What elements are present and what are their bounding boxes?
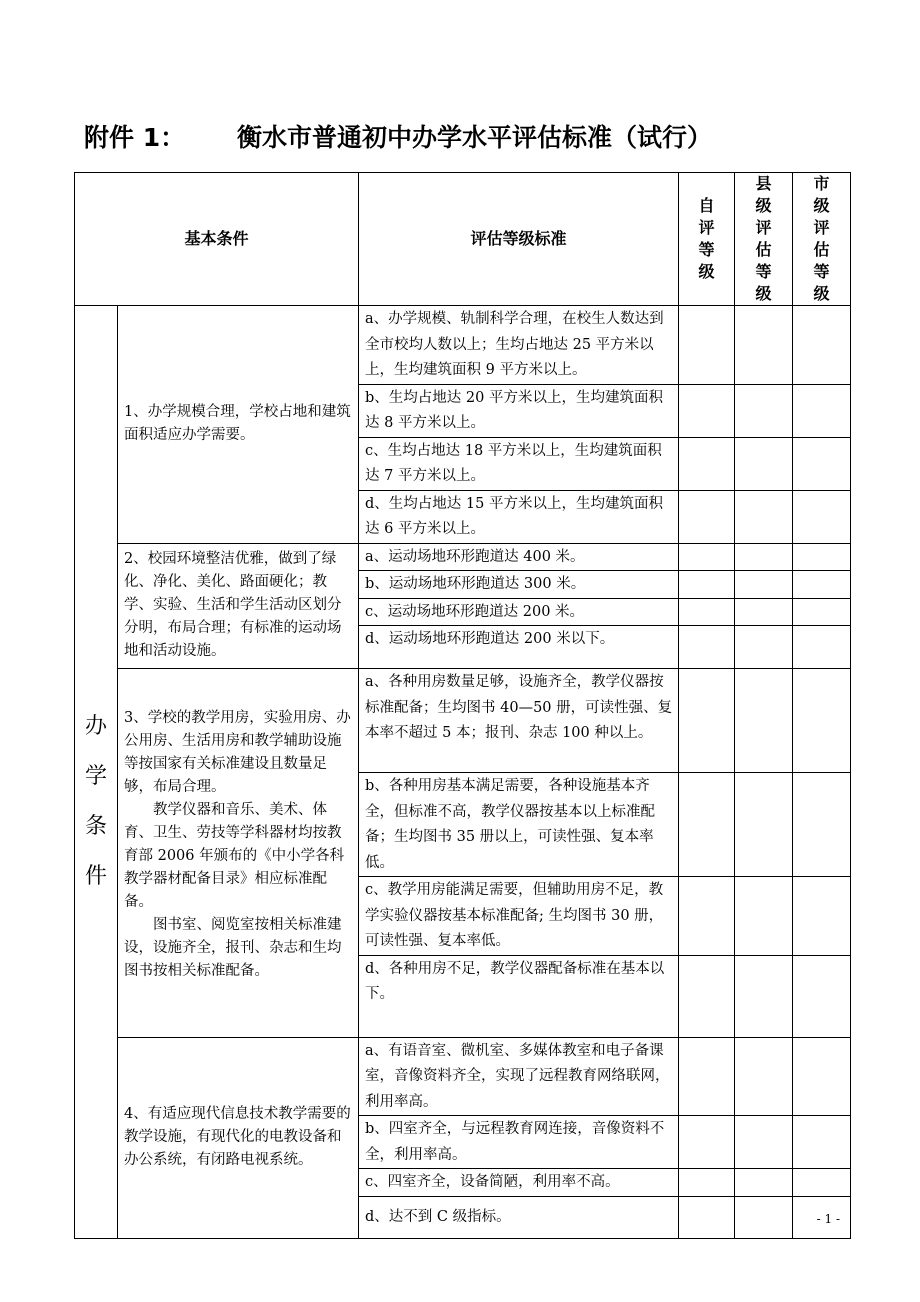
self-grade-cell[interactable] <box>679 1169 735 1197</box>
standard-cell: a、各种用房数量足够，设施齐全，教学仪器按标准配备；生均图书 40—50 册，可读性强、复本率不超过 5 本；报刊、杂志 100 种以上。 <box>359 669 679 773</box>
condition-text: 教学仪器和音乐、美术、体育、卫生、劳技等学科器材均按教育部 2006 年颁布的《中小学各科教学器材配备目录》相应标准配备。 <box>124 802 345 910</box>
self-grade-cell[interactable] <box>679 306 735 385</box>
standard-cell: d、达不到 C 级指标。 <box>359 1197 679 1239</box>
city-grade-cell[interactable] <box>793 490 851 543</box>
document-title <box>84 118 844 158</box>
condition-text: 3、学校的教学用房，实验用房、办公用房、生活用房和教学辅助设施等按国家有关标准建设且数量足够，布局合理。 <box>124 710 351 795</box>
county-grade-cell[interactable] <box>735 773 793 877</box>
county-grade-cell[interactable] <box>735 955 793 1037</box>
standard-cell: a、有语音室、微机室、多媒体教室和电子备课室，音像资料齐全，实现了远程教育网络联网，利用率高。 <box>359 1037 679 1116</box>
standard-cell: c、运动场地环形跑道达 200 米。 <box>359 598 679 626</box>
city-grade-cell[interactable] <box>793 306 851 385</box>
county-grade-cell[interactable] <box>735 598 793 626</box>
header-basic: 基本条件 <box>75 173 359 306</box>
county-grade-cell[interactable] <box>735 1116 793 1169</box>
county-grade-cell[interactable] <box>735 1197 793 1239</box>
self-grade-cell[interactable] <box>679 1116 735 1169</box>
self-grade-cell[interactable] <box>679 598 735 626</box>
county-grade-cell[interactable] <box>735 306 793 385</box>
city-grade-cell[interactable] <box>793 1116 851 1169</box>
category-char: 条 <box>84 814 107 839</box>
condition-text: 图书室、阅览室按相关标准建设，设施齐全，报刊、杂志和生均图书按相关标准配备。 <box>124 917 342 979</box>
city-grade-cell[interactable] <box>793 669 851 773</box>
self-grade-cell[interactable] <box>679 626 735 669</box>
county-grade-cell[interactable] <box>735 1169 793 1197</box>
self-grade-cell[interactable] <box>679 384 735 437</box>
category-char: 学 <box>84 764 107 789</box>
table-row <box>75 543 851 571</box>
standard-cell: b、运动场地环形跑道达 300 米。 <box>359 571 679 599</box>
table-row <box>75 306 851 385</box>
city-grade-cell[interactable] <box>793 626 851 669</box>
category-char: 件 <box>84 864 107 889</box>
header-county: 县级评估等级 <box>735 173 793 306</box>
attachment-label: 附件 1： <box>84 123 186 152</box>
self-grade-cell[interactable] <box>679 773 735 877</box>
self-grade-cell[interactable] <box>679 543 735 571</box>
header-city: 市级评估等级 <box>793 173 851 306</box>
standard-cell: d、运动场地环形跑道达 200 米以下。 <box>359 626 679 669</box>
self-grade-cell[interactable] <box>679 571 735 599</box>
standard-cell: c、教学用房能满足需要，但辅助用房不足，教学实验仪器按基本标准配备; 生均图书 30 册，可读性强、复本率低。 <box>359 877 679 956</box>
city-grade-cell[interactable] <box>793 773 851 877</box>
self-grade-cell[interactable] <box>679 669 735 773</box>
standard-cell: b、各种用房基本满足需要，各种设施基本齐全，但标准不高，教学仪器按基本以上标准配备；生均图书 35 册以上，可读性强、复本率低。 <box>359 773 679 877</box>
table-row <box>75 669 851 773</box>
standard-cell: b、四室齐全，与远程教育网连接，音像资料不全，利用率高。 <box>359 1116 679 1169</box>
condition-text: 1、办学规模合理，学校占地和建筑面积适应办学需要。 <box>124 404 351 444</box>
standard-cell: c、生均占地达 18 平方米以上，生均建筑面积达 7 平方米以上。 <box>359 437 679 490</box>
city-grade-cell[interactable] <box>793 955 851 1037</box>
condition-text: 2、校园环境整洁优雅，做到了绿化、净化、美化、路面硬化；教学、实验、生活和学生活动区划分分明，布局合理；有标准的运动场地和活动设施。 <box>124 550 342 659</box>
header-standard: 评估等级标准 <box>359 173 679 306</box>
city-grade-cell[interactable] <box>793 1037 851 1116</box>
condition-cell <box>118 1037 359 1239</box>
condition-text: 4、有适应现代信息技术教学需要的教学设施，有现代化的电教设备和办公系统，有闭路电视系统。 <box>124 1106 351 1169</box>
self-grade-cell[interactable] <box>679 955 735 1037</box>
header-row <box>75 173 851 306</box>
city-grade-cell[interactable] <box>793 598 851 626</box>
title-text: 衡水市普通初中办学水平评估标准（试行） <box>237 123 713 152</box>
standard-cell: d、各种用房不足，教学仪器配备标准在基本以下。 <box>359 955 679 1037</box>
county-grade-cell[interactable] <box>735 437 793 490</box>
self-grade-cell[interactable] <box>679 490 735 543</box>
page-number: - 1 - <box>816 1212 840 1226</box>
city-grade-cell[interactable] <box>793 543 851 571</box>
self-grade-cell[interactable] <box>679 877 735 956</box>
county-grade-cell[interactable] <box>735 1037 793 1116</box>
county-grade-cell[interactable] <box>735 384 793 437</box>
self-grade-cell[interactable] <box>679 1037 735 1116</box>
standard-cell: c、四室齐全，设备简陋，利用率不高。 <box>359 1169 679 1197</box>
self-grade-cell[interactable] <box>679 437 735 490</box>
category-cell <box>75 306 118 1239</box>
county-grade-cell[interactable] <box>735 543 793 571</box>
table-row <box>75 1037 851 1116</box>
condition-cell <box>118 543 359 669</box>
county-grade-cell[interactable] <box>735 669 793 773</box>
standard-cell: d、生均占地达 15 平方米以上，生均建筑面积达 6 平方米以上。 <box>359 490 679 543</box>
city-grade-cell[interactable] <box>793 571 851 599</box>
city-grade-cell[interactable] <box>793 1169 851 1197</box>
header-self: 自评等级 <box>679 173 735 306</box>
evaluation-table <box>74 172 851 1239</box>
condition-cell <box>118 306 359 544</box>
county-grade-cell[interactable] <box>735 490 793 543</box>
category-char: 办 <box>84 714 107 739</box>
county-grade-cell[interactable] <box>735 877 793 956</box>
city-grade-cell[interactable] <box>793 437 851 490</box>
self-grade-cell[interactable] <box>679 1197 735 1239</box>
county-grade-cell[interactable] <box>735 571 793 599</box>
standard-cell: a、运动场地环形跑道达 400 米。 <box>359 543 679 571</box>
city-grade-cell[interactable] <box>793 877 851 956</box>
standard-cell: a、办学规模、轨制科学合理，在校生人数达到全市校均人数以上；生均占地达 25 平方米以上，生均建筑面积 9 平方米以上。 <box>359 306 679 385</box>
county-grade-cell[interactable] <box>735 626 793 669</box>
standard-cell: b、生均占地达 20 平方米以上，生均建筑面积达 8 平方米以上。 <box>359 384 679 437</box>
condition-cell <box>118 669 359 1038</box>
city-grade-cell[interactable] <box>793 384 851 437</box>
